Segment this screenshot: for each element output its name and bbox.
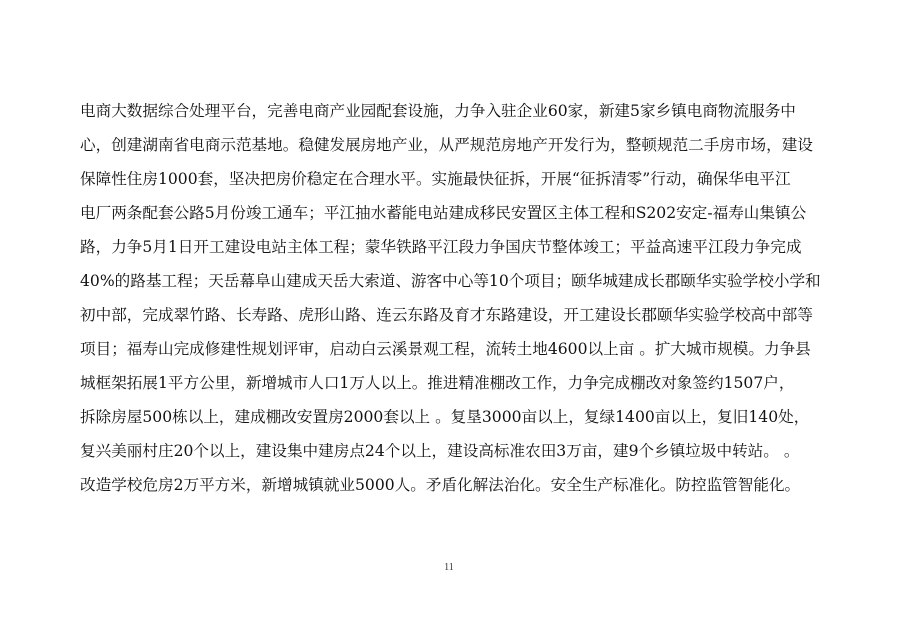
text-line: 40%的路基工程；天岳幕阜山建成天岳大索道、游客中心等10个项目；颐华城建成长郡颐华实验学校小学和 <box>80 272 821 290</box>
text-line: 项目；福寿山完成修建性规划评审，启动白云溪景观工程，流转土地4600以上亩 。扩大城市规模。力争县 <box>80 340 811 358</box>
text-line: 电商大数据综合处理平台，完善电商产业园配套设施，力争入驻企业60家，新建5家乡镇电商物流服务中 <box>80 102 796 120</box>
page-number: 11 <box>444 562 454 573</box>
text-line: 拆除房屋500栋以上，建成棚改安置房2000套以上 。复垦3000亩以上，复绿1400亩以上，复旧140处， <box>80 408 810 426</box>
text-line: 城框架拓展1平方公里，新增城市人口1万人以上。推进精准棚改工作，力争完成棚改对象签约1507户， <box>80 374 795 392</box>
text-line: 保障性住房1000套，坚决把房价稳定在合理水平。实施最快征拆，开展“征拆清零”行动，确保华电平江 <box>80 170 791 188</box>
text-line: 电厂两条配套公路5月份竣工通车；平江抽水蓄能电站建成移民安置区主体工程和S202安定-福寿山集镇公 <box>80 204 807 222</box>
text-line: 路，力争5月1日开工建设电站主体工程；蒙华铁路平江段力争国庆节整体竣工；平益高速平江段力争完成 <box>80 238 802 256</box>
text-line: 复兴美丽村庄20个以上，建设集中建房点24个以上，建设高标准农田3万亩，建9个乡镇垃圾中转站。 。 <box>80 442 800 460</box>
text-line: 初中部，完成翠竹路、长寿路、虎形山路、连云东路及育才东路建设，开工建设长郡颐华实验学校高中部等 <box>80 306 813 324</box>
body-paragraph <box>80 94 840 502</box>
text-line: 改造学校危房2万平方米，新增城镇就业5000人。矛盾化解法治化。安全生产标准化。防控监管智能化。 <box>80 476 801 494</box>
text-line: 心，创建湖南省电商示范基地。稳健发展房地产业，从严规范房地产开发行为，整顿规范二手房市场，建设 <box>80 136 813 154</box>
